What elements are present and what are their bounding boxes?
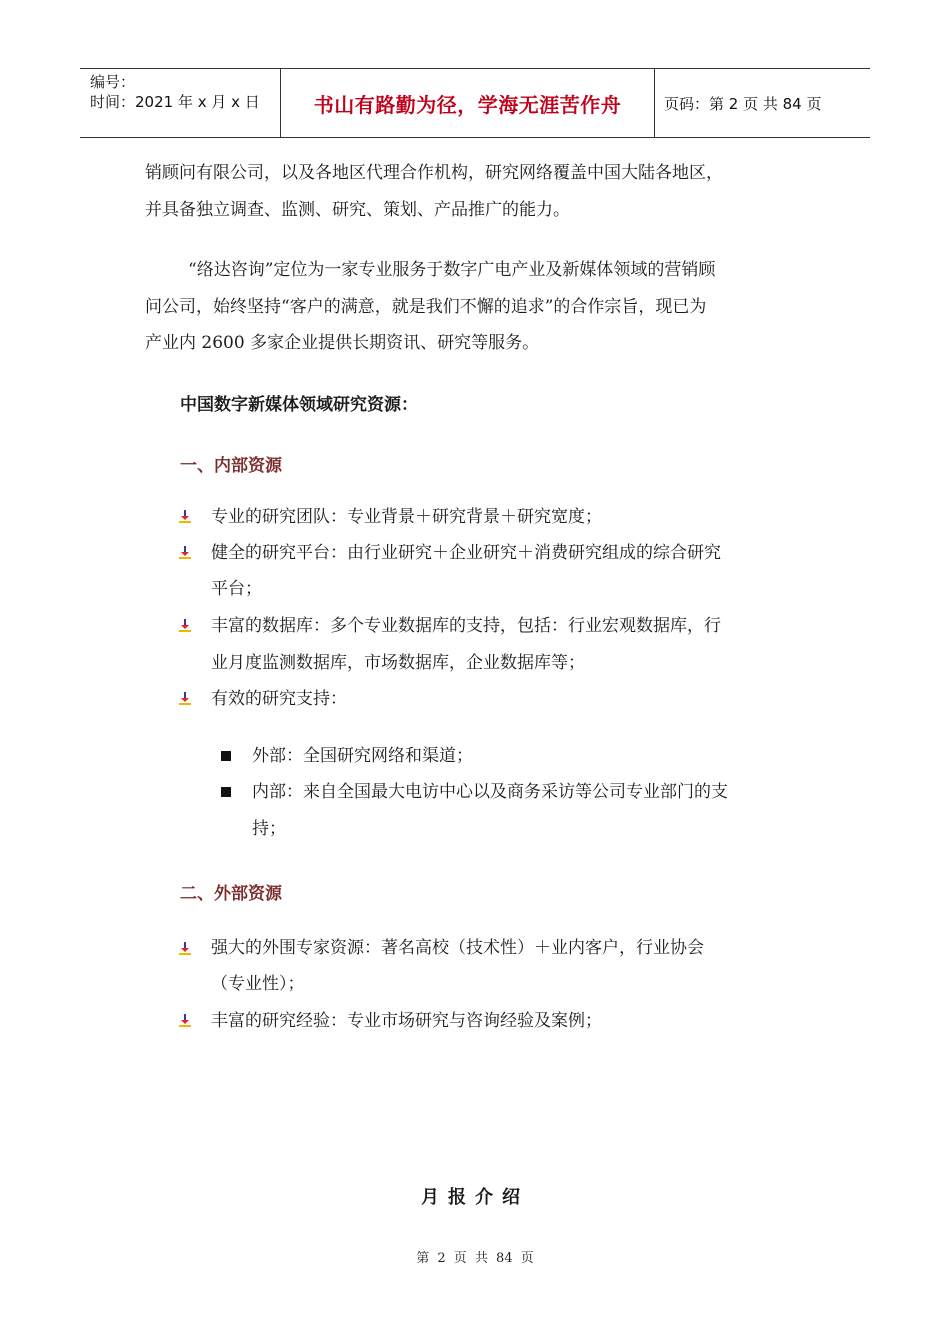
- arrow-bullet-icon: [178, 619, 192, 633]
- bullet-text: 强大的外围专家资源：著名高校（技术性）＋业内客户，行业协会: [211, 938, 704, 958]
- page-header: [80, 68, 870, 138]
- number-label: 编号：: [90, 73, 136, 91]
- bullet-text: 健全的研究平台：由行业研究＋企业研究＋消费研究组成的综合研究: [211, 543, 721, 563]
- bullet-text: 有效的研究支持：: [211, 689, 347, 709]
- sub-bullet-text-continued: 持；: [252, 819, 286, 839]
- header-page-info: 页码：第 2 页 共 84 页: [664, 95, 822, 113]
- bullet-text: 专业的研究团队：专业背景＋研究背景＋研究宽度；: [211, 507, 602, 527]
- paragraph-line: 销顾问有限公司，以及各地区代理合作机构，研究网络覆盖中国大陆各地区，: [145, 163, 723, 183]
- arrow-bullet-icon: [178, 942, 192, 956]
- paragraph-line: “络达咨询”定位为一家专业服务于数字广电产业及新媒体领域的营销顾: [188, 260, 716, 280]
- paragraph-line: 并具备独立调查、监测、研究、策划、产品推广的能力。: [145, 200, 570, 220]
- arrow-bullet-icon: [178, 692, 192, 706]
- bullet-text-continued: （专业性）；: [211, 974, 305, 994]
- arrow-bullet-icon: [178, 1014, 192, 1028]
- header-meta: [80, 69, 280, 137]
- header-motto-cell: [280, 69, 655, 137]
- header-motto: 书山有路勤为径，学海无涯苦作舟: [313, 93, 622, 117]
- section-title: 月报介绍: [421, 1187, 529, 1208]
- page-footer: 第 2 页 共 84 页: [416, 1251, 534, 1266]
- paragraph-line: 产业内 2600 多家企业提供长期资讯、研究等服务。: [145, 333, 540, 353]
- bullet-text-continued: 业月度监测数据库，市场数据库，企业数据库等；: [211, 653, 585, 673]
- sub-bullet-text: 内部：来自全国最大电访中心以及商务采访等公司专业部门的支: [252, 782, 728, 802]
- square-bullet-icon: [221, 751, 231, 761]
- arrow-bullet-icon: [178, 510, 192, 524]
- sub-bullet-text: 外部：全国研究网络和渠道；: [252, 746, 473, 766]
- arrow-bullet-icon: [178, 546, 192, 560]
- bullet-text: 丰富的数据库：多个专业数据库的支持，包括：行业宏观数据库，行: [211, 616, 721, 636]
- square-bullet-icon: [221, 787, 231, 797]
- resources-heading: 中国数字新媒体领域研究资源：: [180, 395, 418, 415]
- section-heading-internal: 一、内部资源: [180, 456, 282, 476]
- section-heading-external: 二、外部资源: [180, 884, 282, 904]
- bullet-text: 丰富的研究经验：专业市场研究与咨询经验及案例；: [211, 1011, 602, 1031]
- date-line: 时间：2021 年 x 月 x 日: [90, 93, 260, 111]
- paragraph-line: 问公司，始终坚持“客户的满意，就是我们不懈的追求”的合作宗旨，现已为: [145, 297, 707, 317]
- header-page-cell: [654, 69, 870, 137]
- bullet-text-continued: 平台；: [211, 579, 262, 599]
